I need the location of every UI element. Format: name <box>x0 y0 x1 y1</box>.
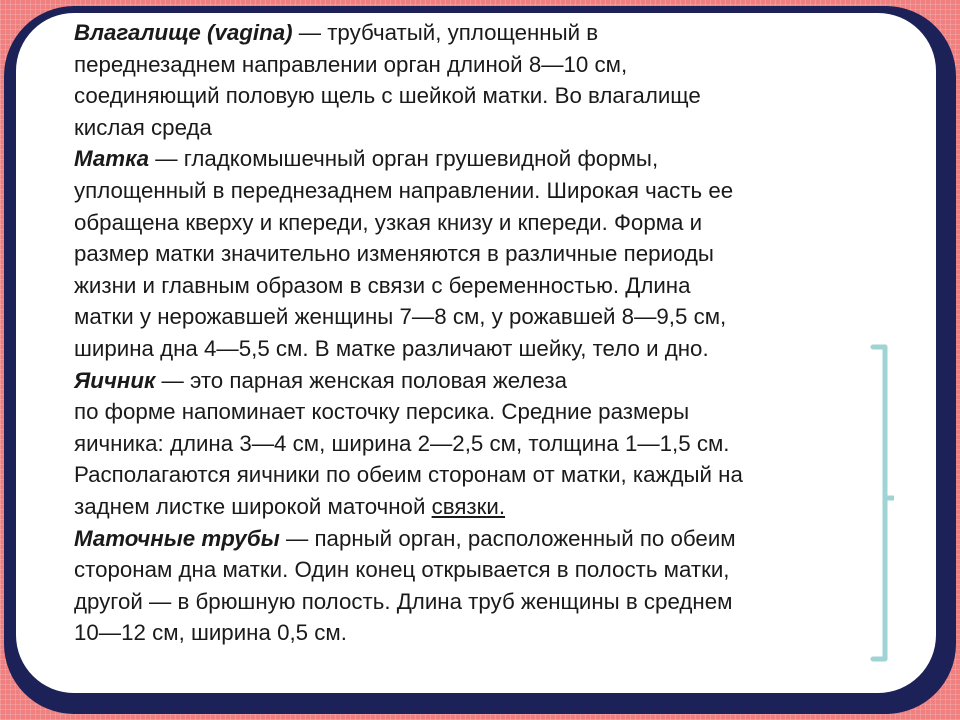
text-line: уплощенный в переднезаднем направлении. Широкая часть ее <box>74 177 734 203</box>
text-line: соединяющий половую щель с шейкой матки. Во влагалище <box>74 83 701 109</box>
right-bracket-decoration <box>870 344 894 662</box>
text-line: 10—12 см, ширина 0,5 см. <box>74 620 347 646</box>
line-text: — парный орган, расположенный по обеим <box>279 525 736 551</box>
text-line: Располагаются яичники по обеим сторонам от матки, каждый на <box>74 462 743 488</box>
term-heading: Матка <box>74 146 150 172</box>
text-line: кислая среда <box>74 114 212 140</box>
slide-body-text <box>74 17 884 649</box>
text-line: другой — в брюшную полость. Длина труб женщины в среднем <box>74 588 733 614</box>
text-line: по форме напоминает косточку персика. Средние размеры <box>74 399 690 425</box>
term-heading: Яичник <box>74 367 156 393</box>
text-line <box>74 17 884 49</box>
line-text: — трубчатый, уплощенный в <box>292 20 599 45</box>
text-line <box>74 523 884 555</box>
text-line: переднезаднем направлении орган длиной 8—10 см, <box>74 51 628 77</box>
text-line: обращена кверху и кпереди, узкая книзу и кпереди. Форма и <box>74 209 703 235</box>
text-line: жизни и главным образом в связи с беременностью. Длина <box>74 272 691 298</box>
paragraph-uterus <box>74 143 884 364</box>
text-line: яичника: длина 3—4 см, ширина 2—2,5 см, толщина 1—1,5 см. <box>74 430 730 456</box>
line-text: — это парная женская половая железа <box>155 367 567 393</box>
text-line: ширина дна 4—5,5 см. В матке различают шейку, тело и дно. <box>74 335 709 361</box>
paragraph-ovary <box>74 365 884 523</box>
text-line <box>74 143 884 175</box>
text-line: матки у нерожавшей женщины 7—8 см, у рожавшей 8—9,5 см, <box>74 304 727 330</box>
term-heading: Маточные трубы <box>74 525 280 551</box>
line-text: заднем листке широкой маточной <box>74 493 432 519</box>
term-heading: Влагалище (vagina) <box>74 20 293 45</box>
ligament-link[interactable]: связки. <box>431 493 506 519</box>
text-line: сторонам дна матки. Один конец открывается в полость матки, <box>74 557 730 583</box>
text-line <box>74 365 884 397</box>
line-text: — гладкомышечный орган грушевидной формы, <box>149 146 659 172</box>
paragraph-fallopian-tubes <box>74 523 884 649</box>
text-line: размер матки значительно изменяются в различные периоды <box>74 241 714 267</box>
text-line <box>74 491 884 523</box>
paragraph-vagina <box>74 17 884 143</box>
